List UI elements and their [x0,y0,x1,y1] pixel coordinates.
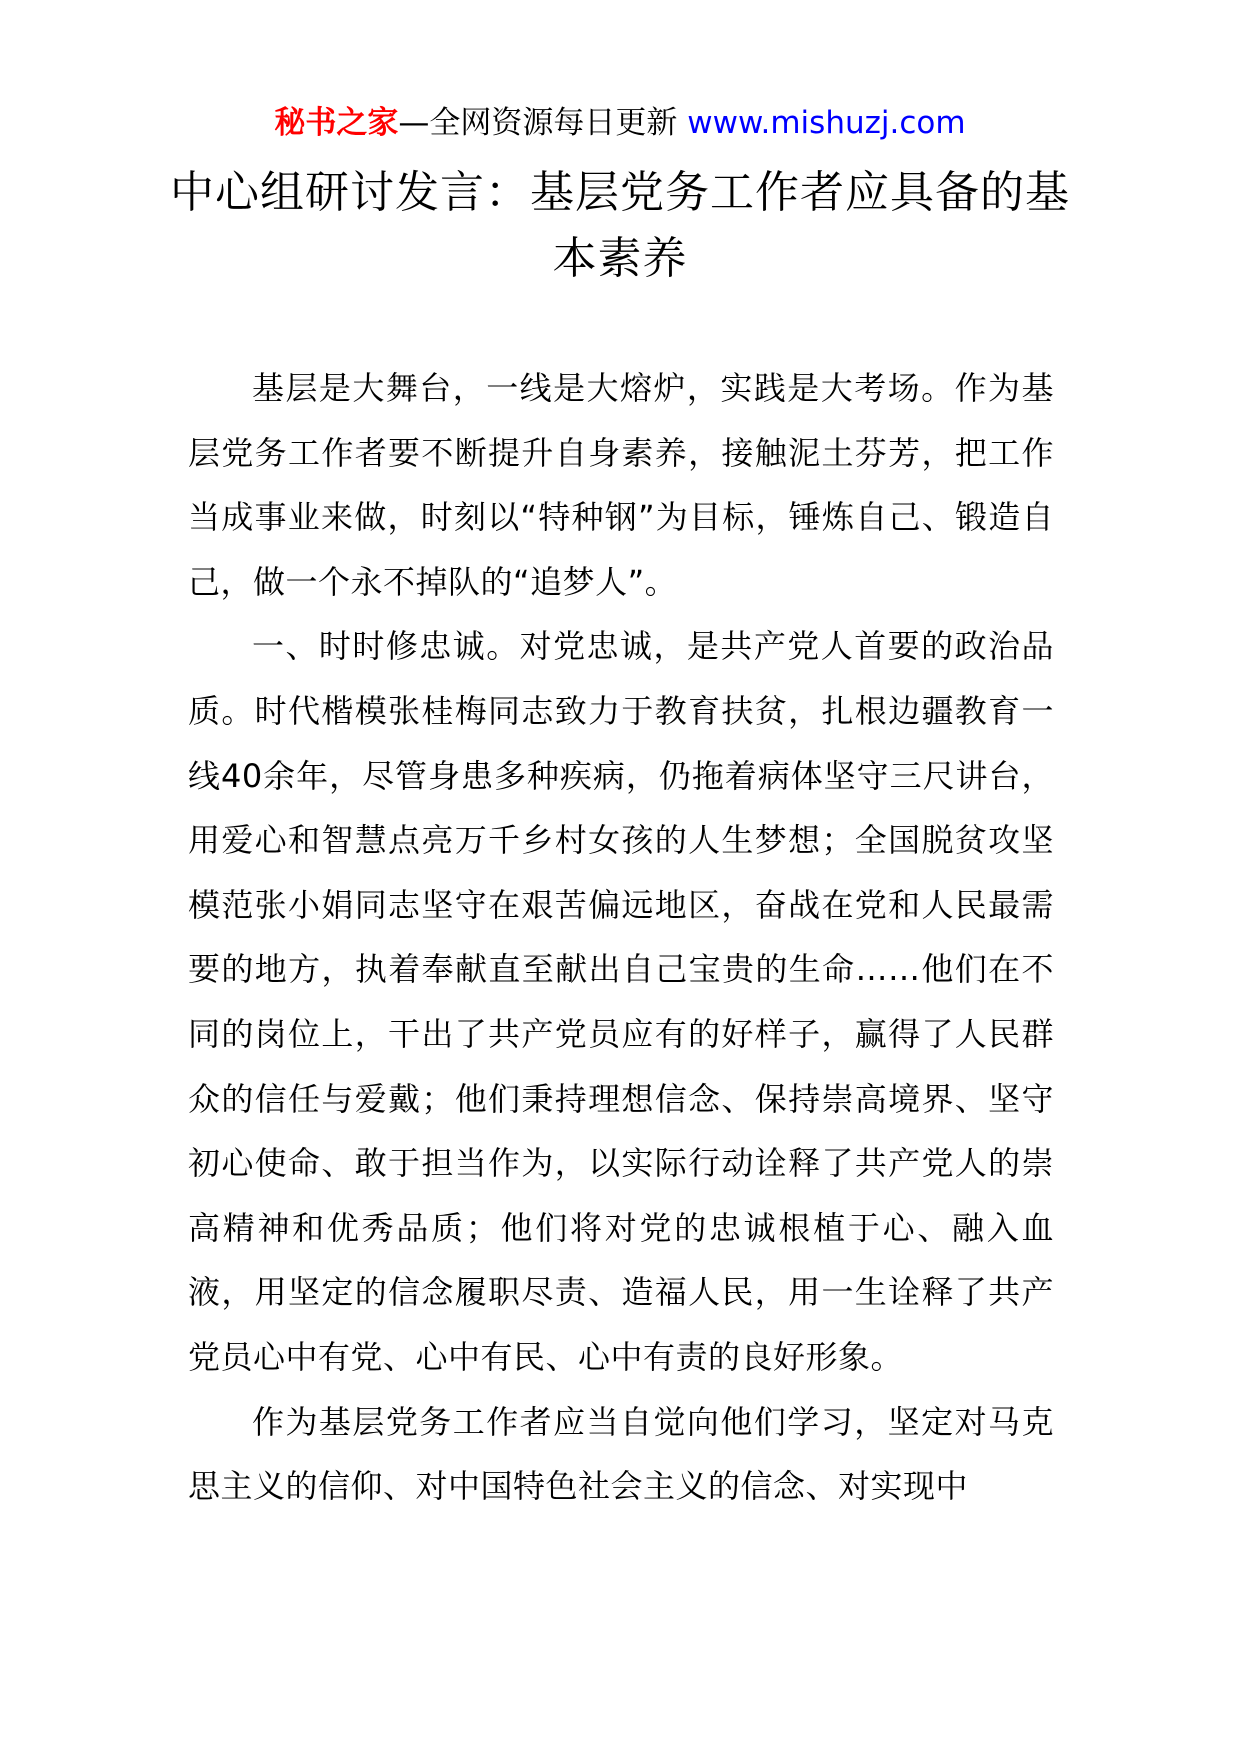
document-title: 中心组研讨发言：基层党务工作者应具备的基本素养 [170,167,1070,284]
paragraph-intro: 基层是大舞台，一线是大熔炉，实践是大考场。作为基层党务工作者要不断提升自身素养，接触泥土芬芳，把工作当成事业来做，时刻以“特种钢”为目标，锤炼自己、锻造自己，做一个永不掉队的“追梦人”。 [188,369,1054,601]
site-url-link[interactable]: www.mishuzj.com [687,105,966,141]
paragraph-section-one: 一、时时修忠诚。对党忠诚，是共产党人首要的政治品质。时代楷模张桂梅同志致力于教育扶贫，扎根边疆教育一线40余年，尽管身患多种疾病，仍拖着病体坚守三尺讲台，用爱心和智慧点亮万千乡村女孩的人生梦想；全国脱贫攻坚模范张小娟同志坚守在艰苦偏远地区，奋战在党和人民最需要的地方，执着奉献直至献出自己宝贵的生命……他们在不同的岗位上，干出了共产党员应有的好样子，赢得了人民群众的信任与爱戴；他们秉持理想信念、保持崇高境界、坚守初心使命、敢于担当作为，以实际行动诠释了共产党人的崇高精神和优秀品质；他们将对党的忠诚根植于心、融入血液，用坚定的信念履职尽责、造福人民，用一生诠释了共产党员心中有党、心中有民、心中有责的良好形象。 [188,627,1054,1376]
paragraph-learning: 作为基层党务工作者应当自觉向他们学习，坚定对马克思主义的信仰、对中国特色社会主义的信念、对实现中 [188,1402,1054,1506]
brand-name: 秘书之家 [274,105,399,141]
header-tagline: —全网资源每日更新 [398,105,678,141]
site-header [0,100,1240,146]
document-body [188,356,1054,1519]
